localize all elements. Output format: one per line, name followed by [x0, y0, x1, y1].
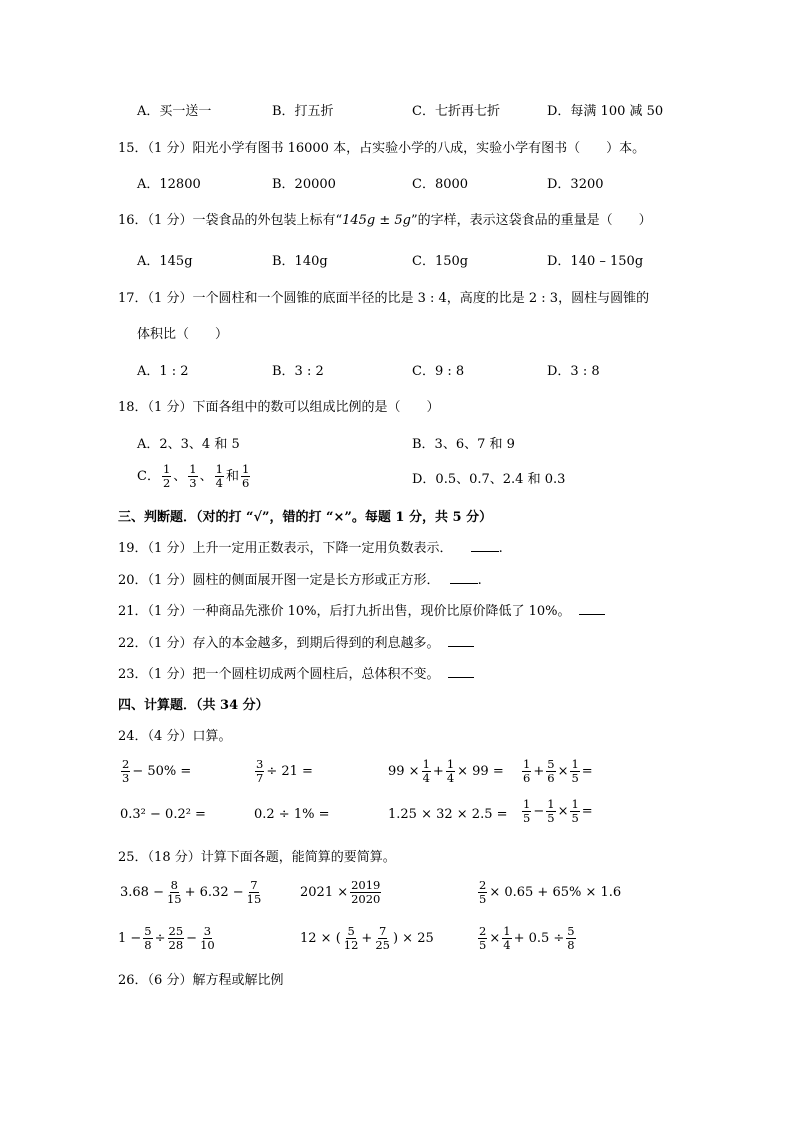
q17-stem-line2: 体积比（ ） [137, 327, 229, 342]
fraction: $\frac{5}{6}$ [547, 757, 555, 785]
operator: + [533, 763, 545, 779]
operator: × [557, 803, 569, 819]
fraction: $\frac{5}{8}$ [144, 924, 152, 952]
q14-option-a: A．买一送一 [137, 104, 212, 119]
q24-expr-4 [521, 758, 593, 785]
fraction: $\frac{25}{28}$ [168, 924, 184, 952]
q16-stem-post: ”的字样，表示这袋食品的重量是（ ） [410, 213, 652, 228]
operator: − [533, 803, 545, 819]
fraction: $\frac{2}{5}$ [479, 924, 487, 952]
expr-text: = [581, 763, 593, 779]
q25-stem: 25．（18 分）计算下面各题，能简算的要简算。 [118, 850, 396, 865]
fraction: $\frac{1}{4}$ [446, 757, 455, 785]
q25-expr-3 [477, 879, 621, 906]
q24-expr-1 [120, 758, 191, 785]
q14-option-d: D．每满 100 减 50 [547, 104, 664, 119]
q15-option-c: C．8000 [412, 177, 469, 192]
q25-expr-1 [120, 879, 263, 906]
q16-option-b: B．140g [272, 254, 328, 269]
judge-item-23 [118, 667, 474, 683]
q18-option-c [137, 463, 251, 490]
q14-option-b: B．打五折 [272, 104, 334, 119]
answer-blank[interactable] [450, 583, 478, 584]
judge-item-text: 21．（1 分）一种商品先涨价 10%，后打九折出售，现价比原价降低了 10%。 [118, 604, 571, 619]
fraction: $\frac{3}{10}$ [200, 924, 215, 952]
judge-item-22 [118, 636, 474, 652]
fraction: $\frac{1}{4}$ [422, 757, 430, 785]
q26-stem: 26．（6 分）解方程或解比例 [118, 973, 284, 988]
fraction: $\frac{1}{2}$ [162, 462, 171, 490]
fraction: $\frac{1}{4}$ [503, 924, 511, 952]
operator: × [489, 930, 501, 946]
q18-option-d: D．0.5、0.7、2.4 和 0.3 [412, 472, 566, 487]
operator: × [557, 763, 569, 779]
section-3-heading: 三、判断题．（对的打 “√”，错的打 “×”。每题 1 分，共 5 分） [118, 510, 493, 525]
fraction: $\frac{5}{12}$ [343, 924, 359, 952]
expr-text: × 0.65 + 65% × 1.6 [489, 884, 622, 900]
q14-option-c: C．七折再七折 [412, 104, 500, 119]
fraction: $\frac{2019}{2020}$ [351, 878, 381, 906]
fraction: $\frac{7}{25}$ [375, 924, 390, 952]
fraction: $\frac{1}{4}$ [215, 462, 223, 490]
q24-expr-7: 1.25 × 32 × 2.5 = [388, 807, 508, 822]
section-4-heading: 四、计算题．（共 34 分） [118, 698, 269, 713]
q24-expr-3 [388, 758, 504, 785]
q17-option-d: D．3 : 8 [547, 364, 600, 379]
answer-blank[interactable] [471, 551, 499, 552]
fraction: $\frac{1}{5}$ [571, 797, 579, 825]
q17-option-a: A．1 : 2 [137, 364, 189, 379]
answer-blank[interactable] [448, 646, 474, 647]
fraction: $\frac{7}{15}$ [246, 878, 262, 906]
answer-blank[interactable] [579, 614, 605, 615]
q18-option-a: A．2、3、4 和 5 [137, 437, 240, 452]
q18-option-c-label: C． [137, 468, 160, 484]
q25-expr-6 [477, 925, 577, 952]
expr-text: 12 × ( [300, 930, 341, 946]
judge-item-19 [118, 541, 503, 557]
q17-option-b: B．3 : 2 [272, 364, 324, 379]
judge-item-20 [118, 573, 482, 589]
conjunction: 和 [225, 468, 239, 484]
q24-expr-6: 0.2 ÷ 1% = [254, 807, 330, 822]
expr-text: + 6.32 − [184, 884, 244, 900]
q16-option-c: C．150g [412, 254, 469, 269]
q17-stem-line1: 17．（1 分）一个圆柱和一个圆锥的底面半径的比是 3 : 4，高度的比是 2 : 3，圆柱与圆锥的 [118, 291, 650, 306]
answer-blank[interactable] [448, 677, 474, 678]
expr-text: = [581, 803, 593, 819]
expr-text: ) × 25 [392, 930, 434, 946]
q17-option-c: C．9 : 8 [412, 364, 465, 379]
expr-text: + 0.5 ÷ [513, 930, 565, 946]
fraction: $\frac{2}{5}$ [479, 878, 487, 906]
q16-option-d: D．140 – 150g [547, 254, 644, 269]
q16-stem-math: 145g ± 5g [342, 213, 411, 228]
fraction: $\frac{2}{3}$ [122, 757, 130, 785]
q15-option-a: A．12800 [137, 177, 201, 192]
judge-item-text: 20．（1 分）圆柱的侧面展开图一定是长方形或正方形． [118, 573, 440, 588]
operator: − [186, 930, 198, 946]
q15-option-b: B．20000 [272, 177, 336, 192]
q25-expr-2 [300, 879, 382, 906]
q24-stem: 24．（4 分）口算。 [118, 729, 232, 744]
fraction: $\frac{1}{5}$ [523, 797, 531, 825]
q15-stem: 15．（1 分）阳光小学有图书 16000 本，占实验小学的八成，实验小学有图书（ ）本。 [118, 141, 646, 156]
q24-expr-8 [521, 798, 593, 825]
separator: 、 [199, 468, 213, 484]
fraction: $\frac{1}{3}$ [189, 462, 197, 490]
judge-item-21 [118, 604, 605, 620]
q18-option-b: B．3、6、7 和 9 [412, 437, 515, 452]
judge-item-text: 22．（1 分）存入的本金越多，到期后得到的利息越多。 [118, 636, 440, 651]
operator: + [361, 930, 373, 946]
operator: ÷ [154, 930, 166, 946]
q16-option-a: A．145g [137, 254, 193, 269]
expr-text: × 99 = [457, 763, 504, 779]
fraction: $\frac{1}{5}$ [571, 757, 579, 785]
judge-item-tail: . [477, 573, 482, 588]
fraction: $\frac{8}{15}$ [166, 878, 182, 906]
expr-text: 99 × [388, 763, 420, 779]
q25-expr-5 [300, 925, 434, 952]
fraction: $\frac{1}{5}$ [547, 797, 555, 825]
q16-stem [118, 213, 652, 229]
expr-text: 2021 × [300, 884, 349, 900]
expr-text: ÷ 21 = [266, 763, 313, 779]
judge-item-text: 23．（1 分）把一个圆柱切成两个圆柱后，总体积不变。 [118, 667, 440, 682]
expr-text: + [432, 763, 444, 779]
q24-expr-5: 0.3² − 0.2² = [120, 807, 206, 822]
fraction: $\frac{1}{6}$ [241, 462, 250, 490]
q15-option-d: D．3200 [547, 177, 604, 192]
judge-item-text: 19．（1 分）上升一定用正数表示，下降一定用负数表示． [118, 541, 453, 556]
expr-text: 3.68 − [120, 884, 164, 900]
q16-stem-pre: 16．（1 分）一袋食品的外包装上标有“ [118, 213, 343, 228]
judge-item-tail: . [498, 541, 503, 556]
expr-text: 1 − [118, 930, 142, 946]
fraction: $\frac{5}{8}$ [567, 924, 575, 952]
q18-stem: 18．（1 分）下面各组中的数可以组成比例的是（ ） [118, 400, 440, 415]
separator: 、 [173, 468, 187, 484]
q24-expr-2 [254, 758, 313, 785]
q25-expr-4 [118, 925, 217, 952]
fraction: $\frac{3}{7}$ [256, 757, 264, 785]
expr-text: − 50% = [132, 763, 192, 779]
fraction: $\frac{1}{6}$ [523, 757, 531, 785]
